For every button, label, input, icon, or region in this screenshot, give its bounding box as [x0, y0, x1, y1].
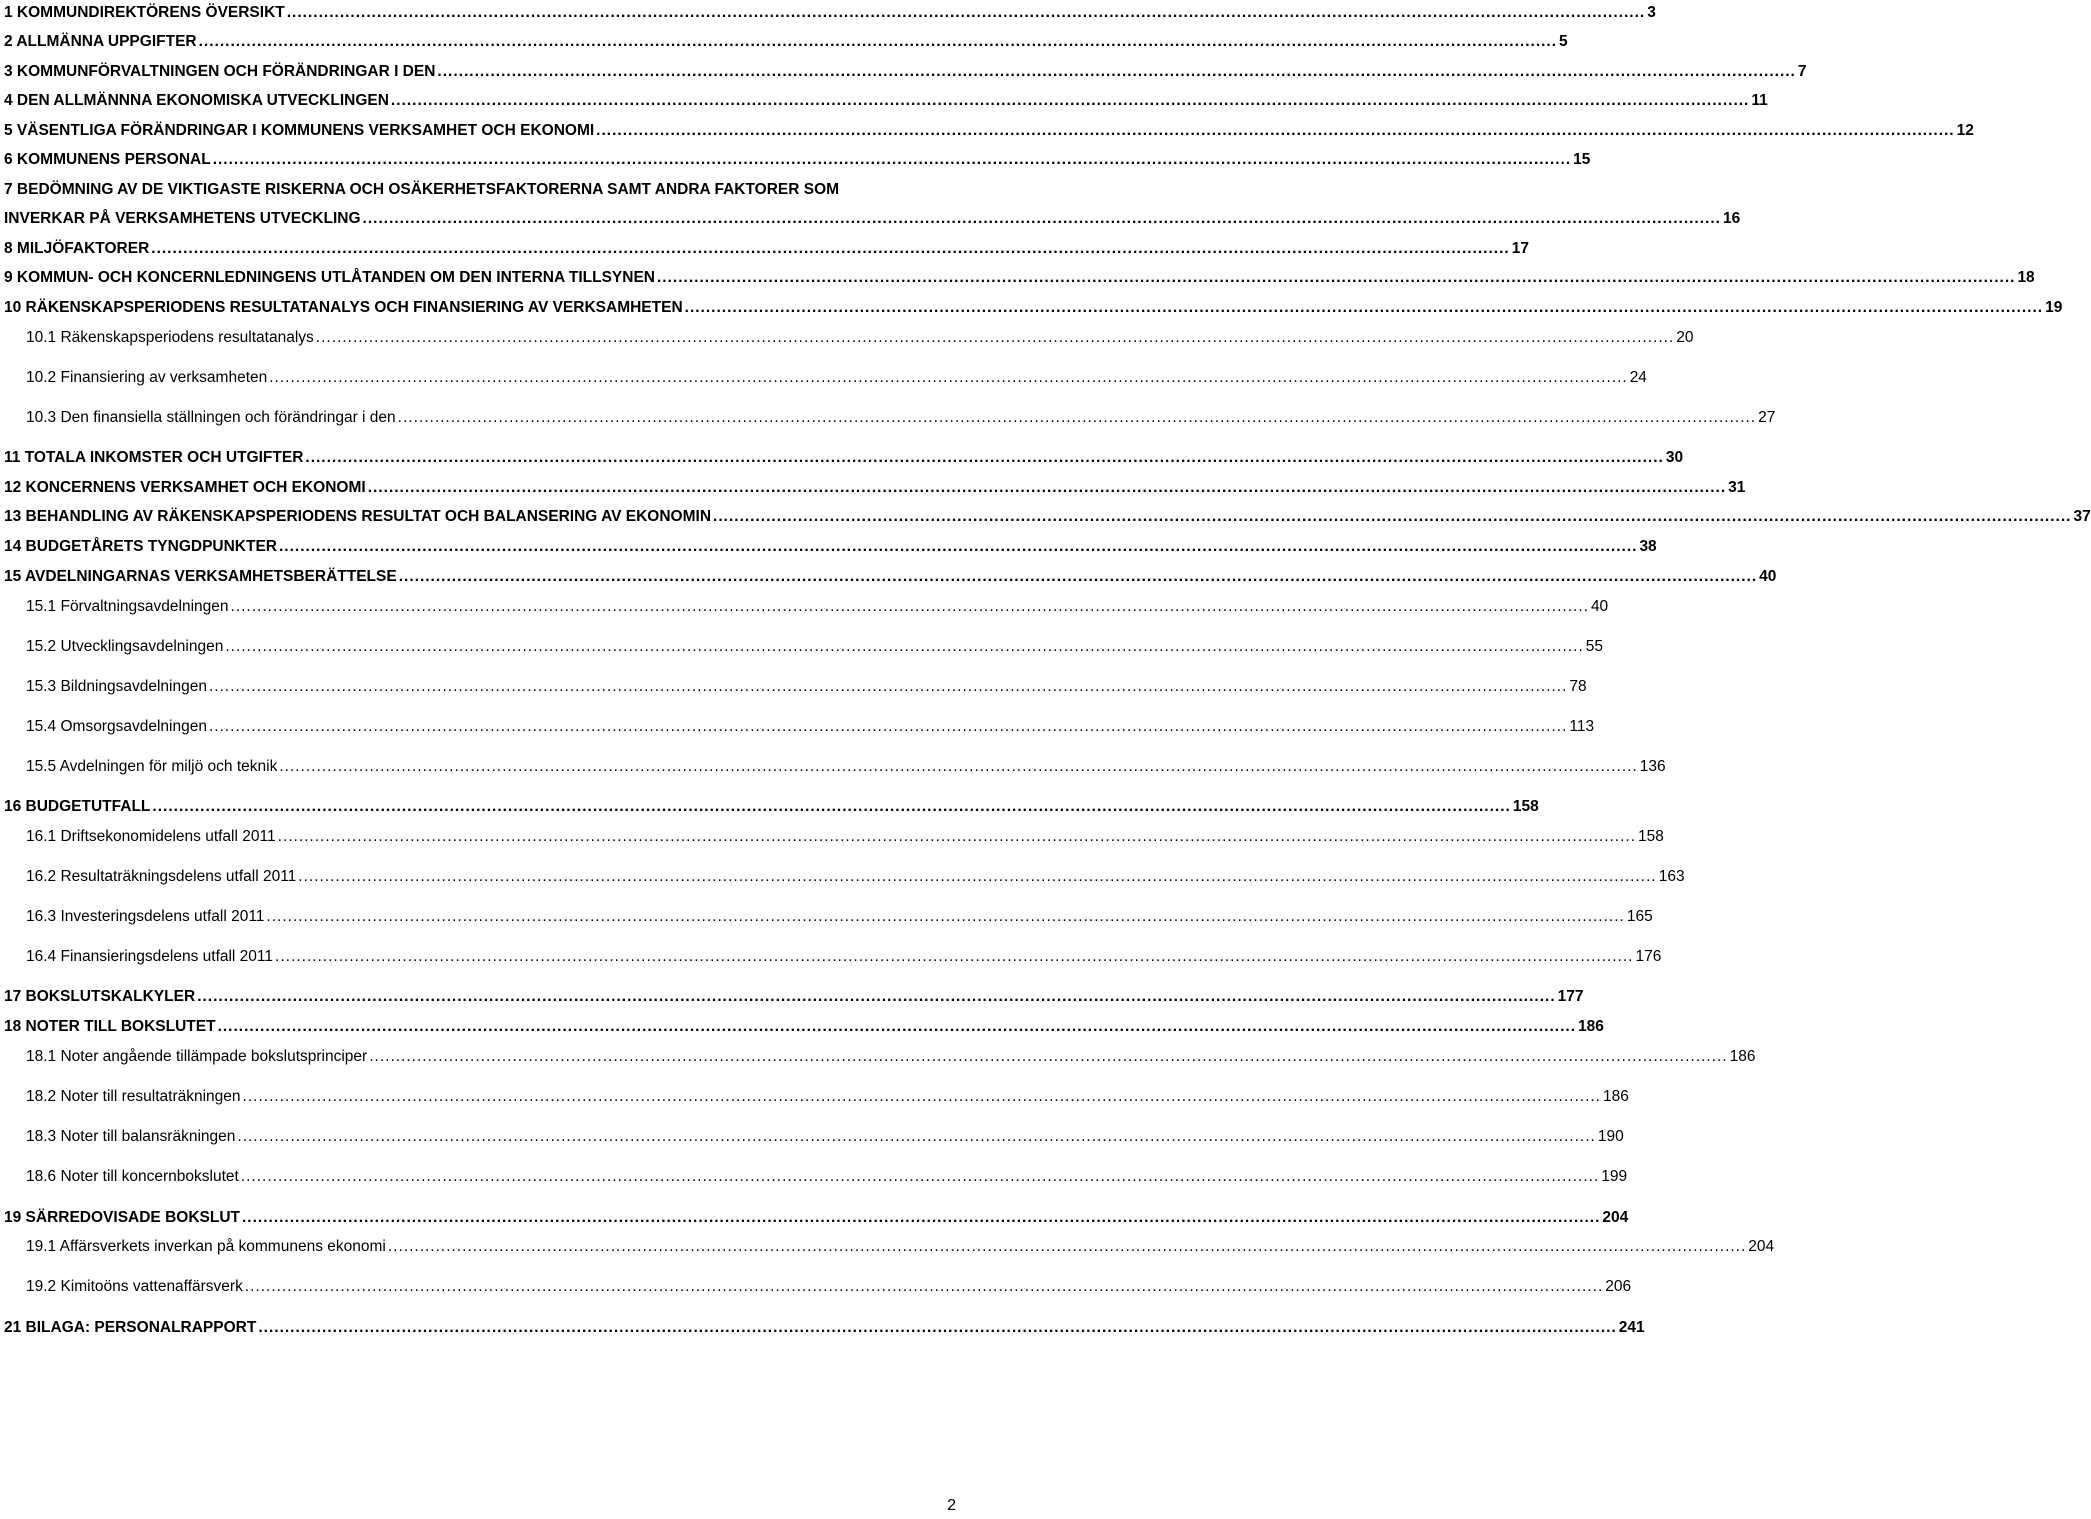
toc-entry-page: 37 — [2073, 508, 2091, 525]
toc-entry-page: 241 — [1618, 1319, 1645, 1336]
toc-entry-page: 15 — [1573, 151, 1591, 168]
toc-entry-title: 18.2 Noter till resultaträkningen — [26, 1088, 241, 1105]
toc-entry[interactable] — [4, 677, 1587, 697]
toc-entry[interactable] — [4, 797, 1539, 817]
dot-leader — [225, 637, 1583, 657]
toc-entry-page: 17 — [1511, 240, 1529, 257]
toc-entry[interactable] — [4, 3, 1656, 23]
toc-entry-title: 12 KONCERNENS VERKSAMHET OCH EKONOMI — [4, 479, 366, 496]
dot-leader — [152, 797, 1510, 817]
toc-entry[interactable] — [4, 239, 1529, 259]
toc-entry-title: 15.3 Bildningsavdelningen — [26, 678, 207, 695]
toc-entry-page: 20 — [1676, 329, 1694, 346]
dot-leader — [245, 1277, 1603, 1297]
dot-leader — [388, 1237, 1746, 1257]
dot-leader — [398, 408, 1756, 428]
toc-entry-title: 13 BEHANDLING AV RÄKENSKAPSPERIODENS RESULTAT OCH BALANSERING AV EKONOMIN — [4, 508, 712, 525]
dot-leader — [391, 91, 1749, 111]
toc-entry-page: 136 — [1639, 758, 1666, 775]
toc-entry-title: 18 NOTER TILL BOKSLUTET — [4, 1018, 216, 1035]
dot-leader — [275, 947, 1633, 967]
toc-entry-title-line1[interactable]: 7 BEDÖMNING AV DE VIKTIGASTE RISKERNA OCH OSÄKERHETSFAKTORERNA SAMT ANDRA FAKTORER SOM — [4, 181, 840, 198]
toc-entry[interactable] — [4, 478, 1746, 498]
toc-entry-title: 16.2 Resultaträkningsdelens utfall 2011 — [26, 868, 297, 885]
toc-entry-title: 16.4 Finansieringsdelens utfall 2011 — [26, 948, 274, 965]
toc-entry[interactable] — [4, 1318, 1645, 1338]
toc-entry-page: 40 — [1759, 568, 1777, 585]
toc-entry[interactable] — [4, 987, 1584, 1007]
toc-entry[interactable] — [4, 947, 1662, 967]
toc-entry[interactable] — [4, 507, 2091, 527]
dot-leader — [269, 368, 1627, 388]
toc-entry-page: 40 — [1590, 598, 1609, 615]
dot-leader — [279, 537, 1637, 557]
toc-entry-page: 55 — [1585, 638, 1604, 655]
dot-leader — [279, 757, 1637, 777]
toc-entry-title: 15.1 Förvaltningsavdelningen — [26, 598, 229, 615]
dot-leader — [213, 150, 1571, 170]
toc-entry-title: 19 SÄRREDOVISADE BOKSLUT — [4, 1209, 240, 1226]
toc-entry-page: 11 — [1751, 92, 1768, 109]
toc-entry-page: 38 — [1639, 538, 1657, 555]
toc-entry-title: INVERKAR PÅ VERKSAMHETENS UTVECKLING — [4, 210, 361, 227]
dot-leader — [685, 298, 2043, 318]
toc-entry-title: 2 ALLMÄNNA UPPGIFTER — [4, 33, 197, 50]
dot-leader — [231, 597, 1589, 617]
toc-entry[interactable] — [4, 1047, 1756, 1067]
toc-entry-title: 4 DEN ALLMÄNNNA EKONOMISKA UTVECKLINGEN — [4, 92, 389, 109]
toc-entry[interactable] — [4, 717, 1595, 737]
toc-entry[interactable] — [4, 1208, 1629, 1228]
toc-entry[interactable] — [4, 209, 1741, 229]
dot-leader — [218, 1017, 1576, 1037]
toc-entry-page: 18 — [2017, 269, 2035, 286]
toc-entry[interactable] — [4, 298, 2063, 318]
toc-entry[interactable] — [4, 597, 1609, 617]
toc-entry-page: 16 — [1722, 210, 1741, 227]
toc-entry[interactable] — [4, 1237, 1775, 1257]
dot-leader — [151, 239, 1509, 259]
toc-entry-page: 199 — [1601, 1168, 1628, 1185]
toc-entry-page: 186 — [1602, 1088, 1629, 1105]
toc-entry-page: 113 — [1569, 718, 1595, 735]
toc-entry[interactable] — [4, 1127, 1624, 1147]
dot-leader — [316, 328, 1674, 348]
dot-leader — [305, 448, 1663, 468]
dot-leader — [596, 121, 1954, 141]
dot-leader — [237, 1127, 1595, 1147]
toc-entry-title: 1 KOMMUNDIREKTÖRENS ÖVERSIKT — [4, 4, 285, 21]
toc-entry[interactable] — [4, 121, 1974, 141]
dot-leader — [437, 62, 1795, 82]
dot-leader — [209, 717, 1567, 737]
toc-entry-title: 11 TOTALA INKOMSTER OCH UTGIFTER — [4, 449, 304, 466]
toc-entry-title: 3 KOMMUNFÖRVALTNINGEN OCH FÖRÄNDRINGAR I DEN — [4, 63, 436, 80]
toc-entry[interactable] — [4, 368, 1647, 388]
toc-entry[interactable] — [4, 757, 1666, 777]
toc-entry-title: 18.1 Noter angående tillämpade bokslutsprinciper — [26, 1048, 368, 1065]
toc-entry-title: 14 BUDGETÅRETS TYNGDPUNKTER — [4, 538, 277, 555]
toc-entry-title: 10 RÄKENSKAPSPERIODENS RESULTATANALYS OCH FINANSIERING AV VERKSAMHETEN — [4, 299, 683, 316]
toc-entry-page: 30 — [1665, 449, 1684, 466]
toc-entry-title: 19.2 Kimitoöns vattenaffärsverk — [26, 1278, 243, 1295]
toc-entry-page: 19 — [2045, 299, 2063, 316]
dot-leader — [657, 268, 2015, 288]
toc-entry-title: 10.1 Räkenskapsperiodens resultatanalys — [26, 329, 314, 346]
toc-entry[interactable] — [4, 867, 1685, 887]
toc-entry-page: 158 — [1638, 828, 1664, 845]
toc-entry-page: 186 — [1578, 1018, 1604, 1035]
toc-entry-page: 158 — [1512, 798, 1539, 815]
toc-entry-title: 18.6 Noter till koncernbokslutet — [26, 1168, 239, 1185]
toc-entry-page: 31 — [1728, 479, 1746, 496]
toc-entry-title: 16 BUDGETUTFALL — [4, 798, 151, 815]
toc-entry-page: 3 — [1647, 4, 1656, 21]
toc-entry[interactable] — [4, 637, 1604, 657]
toc-entry-page: 190 — [1597, 1128, 1624, 1145]
toc-entry[interactable] — [4, 1017, 1604, 1037]
toc-entry[interactable] — [4, 827, 1664, 847]
toc-entry[interactable] — [4, 907, 1653, 927]
toc-entry-page: 204 — [1602, 1209, 1629, 1226]
toc-entry-title: 15 AVDELNINGARNAS VERKSAMHETSBERÄTTELSE — [4, 568, 397, 585]
toc-entry-title: 6 KOMMUNENS PERSONAL — [4, 151, 211, 168]
toc-entry-title: 10.3 Den finansiella ställningen och förändringar i den — [26, 409, 396, 426]
toc-entry-page: 27 — [1758, 409, 1776, 426]
toc-entry-page: 206 — [1605, 1278, 1632, 1295]
toc-entry-page: 24 — [1629, 369, 1647, 386]
toc-entry[interactable] — [4, 567, 1777, 587]
toc-entry-page: 186 — [1729, 1048, 1756, 1065]
toc-entry-page: 204 — [1748, 1238, 1775, 1255]
dot-leader — [242, 1208, 1600, 1228]
toc-entry-page: 7 — [1797, 63, 1807, 80]
dot-leader — [243, 1087, 1601, 1107]
toc-entry-page: 12 — [1956, 122, 1974, 139]
toc-entry-page: 163 — [1658, 868, 1685, 885]
toc-entry[interactable] — [4, 537, 1657, 557]
toc-entry-title: 16.1 Driftsekonomidelens utfall 2011 — [26, 828, 276, 845]
dot-leader — [399, 567, 1757, 587]
toc-entry-title: 17 BOKSLUTSKALKYLER — [4, 988, 196, 1005]
dot-leader — [368, 478, 1726, 498]
toc-entry[interactable] — [4, 62, 1807, 82]
toc-entry-title: 15.5 Avdelningen för miljö och teknik — [26, 758, 278, 775]
dot-leader — [287, 3, 1645, 23]
toc-entry-page: 176 — [1635, 948, 1662, 965]
dot-leader — [258, 1318, 1616, 1338]
dot-leader — [266, 907, 1624, 927]
toc-entry-page: 5 — [1559, 33, 1568, 50]
toc-entry-page: 78 — [1569, 678, 1587, 695]
dot-leader — [369, 1047, 1727, 1067]
dot-leader — [197, 987, 1555, 1007]
toc-entry-title: 21 BILAGA: PERSONALRAPPORT — [4, 1319, 257, 1336]
toc-entry-title: 5 VÄSENTLIGA FÖRÄNDRINGAR I KOMMUNENS VERKSAMHET OCH EKONOMI — [4, 122, 595, 139]
toc-entry[interactable] — [4, 150, 1591, 170]
dot-leader — [241, 1167, 1599, 1187]
toc-entry[interactable] — [4, 268, 2035, 288]
dot-leader — [278, 827, 1636, 847]
toc-entry-title: 8 MILJÖFAKTORER — [4, 240, 150, 257]
toc-entry-title: 16.3 Investeringsdelens utfall 2011 — [26, 908, 265, 925]
toc-entry[interactable] — [4, 91, 1768, 111]
toc-entry-page: 165 — [1626, 908, 1653, 925]
dot-leader — [713, 507, 2071, 527]
page-number: 2 — [947, 1497, 956, 1514]
toc-entry[interactable] — [4, 1277, 1632, 1297]
toc-entry[interactable] — [4, 1087, 1629, 1107]
toc-entry-title: 19.1 Affärsverkets inverkan på kommunens ekonomi — [26, 1238, 386, 1255]
toc-entry[interactable] — [4, 328, 1694, 348]
dot-leader — [298, 867, 1656, 887]
toc-entry[interactable] — [4, 32, 1568, 52]
toc-entry[interactable] — [4, 448, 1684, 468]
toc-entry-page: 177 — [1557, 988, 1584, 1005]
toc-entry-title: 15.4 Omsorgsavdelningen — [26, 718, 207, 735]
dot-leader — [199, 32, 1557, 52]
toc-entry-title: 18.3 Noter till balansräkningen — [26, 1128, 236, 1145]
toc-entry[interactable] — [4, 408, 1776, 428]
dot-leader — [363, 209, 1721, 229]
toc-entry-title: 10.2 Finansiering av verksamheten — [26, 369, 268, 386]
toc-entry-title: 15.2 Utvecklingsavdelningen — [26, 638, 224, 655]
toc-entry[interactable] — [4, 1167, 1628, 1187]
dot-leader — [209, 677, 1567, 697]
toc-entry-title: 9 KOMMUN- OCH KONCERNLEDNINGENS UTLÅTANDEN OM DEN INTERNA TILLSYNEN — [4, 269, 655, 286]
